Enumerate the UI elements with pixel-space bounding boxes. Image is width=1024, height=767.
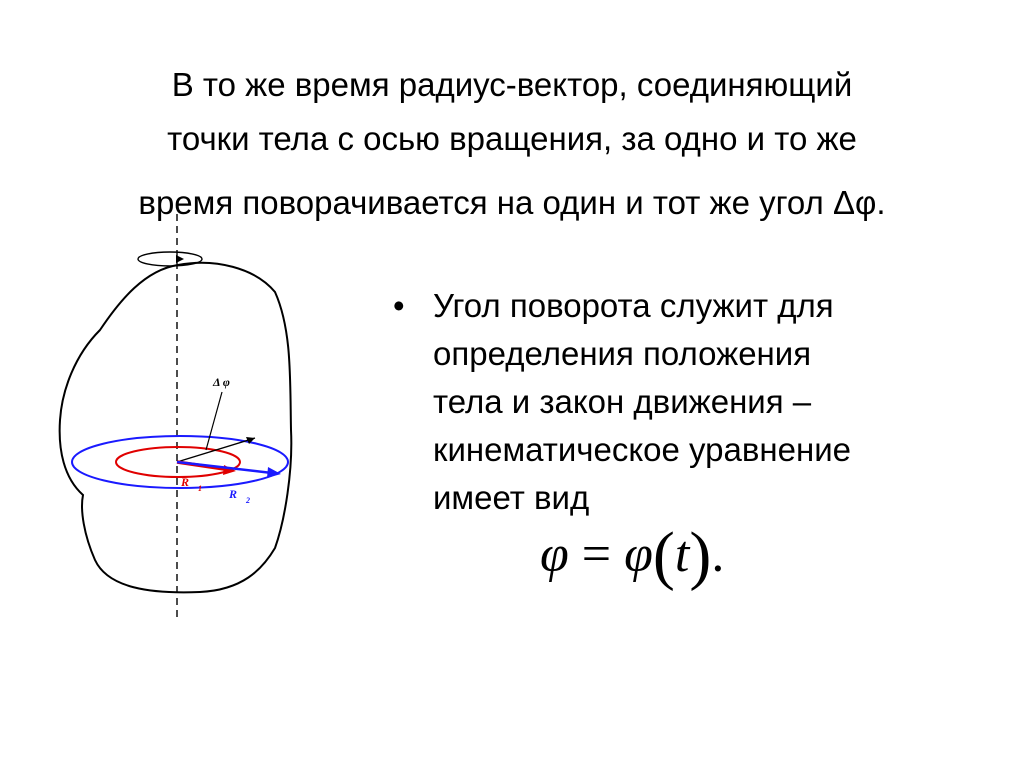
bullet-line-3: тела и закон движения – [433,383,812,420]
equation-arg: t [674,526,690,583]
bullet-line-1: Угол поворота служит для [433,287,834,324]
r1-label: R [181,475,190,489]
r2-subscript: 2 [246,496,250,505]
delta-phi-label: Δ φ [213,375,230,389]
equation-func: φ [624,526,653,583]
bullet-line-5: имеет вид [433,479,590,516]
title-line-3: время поворачивается на один и тот же угол Δφ. [138,184,886,221]
equation-close-paren: ) [689,519,712,592]
bullet-line-2: определения положения [433,335,812,372]
equation-equals: = [568,526,625,583]
bullet-line-4: кинематическое уравнение [433,431,851,468]
delta-phi-leader [206,392,222,450]
rotation-arrowhead-icon [176,255,184,263]
r2-label: R [229,487,238,501]
r1-subscript: 1 [198,484,202,493]
bullet-text [433,282,993,522]
equation-open-paren: ( [652,519,675,592]
title-line-2: точки тела с осью вращения, за одно и то же [167,120,857,157]
equation-lhs: φ [540,526,569,583]
equation-end: . [711,526,725,583]
kinematic-equation [540,520,724,591]
bullet-symbol: • [393,287,405,324]
title-line-1: В то же время радиус-вектор, соединяющий [171,66,853,103]
rotated-radius [177,438,255,462]
body-outline [60,263,292,593]
rotation-direction-ellipse [138,252,202,266]
